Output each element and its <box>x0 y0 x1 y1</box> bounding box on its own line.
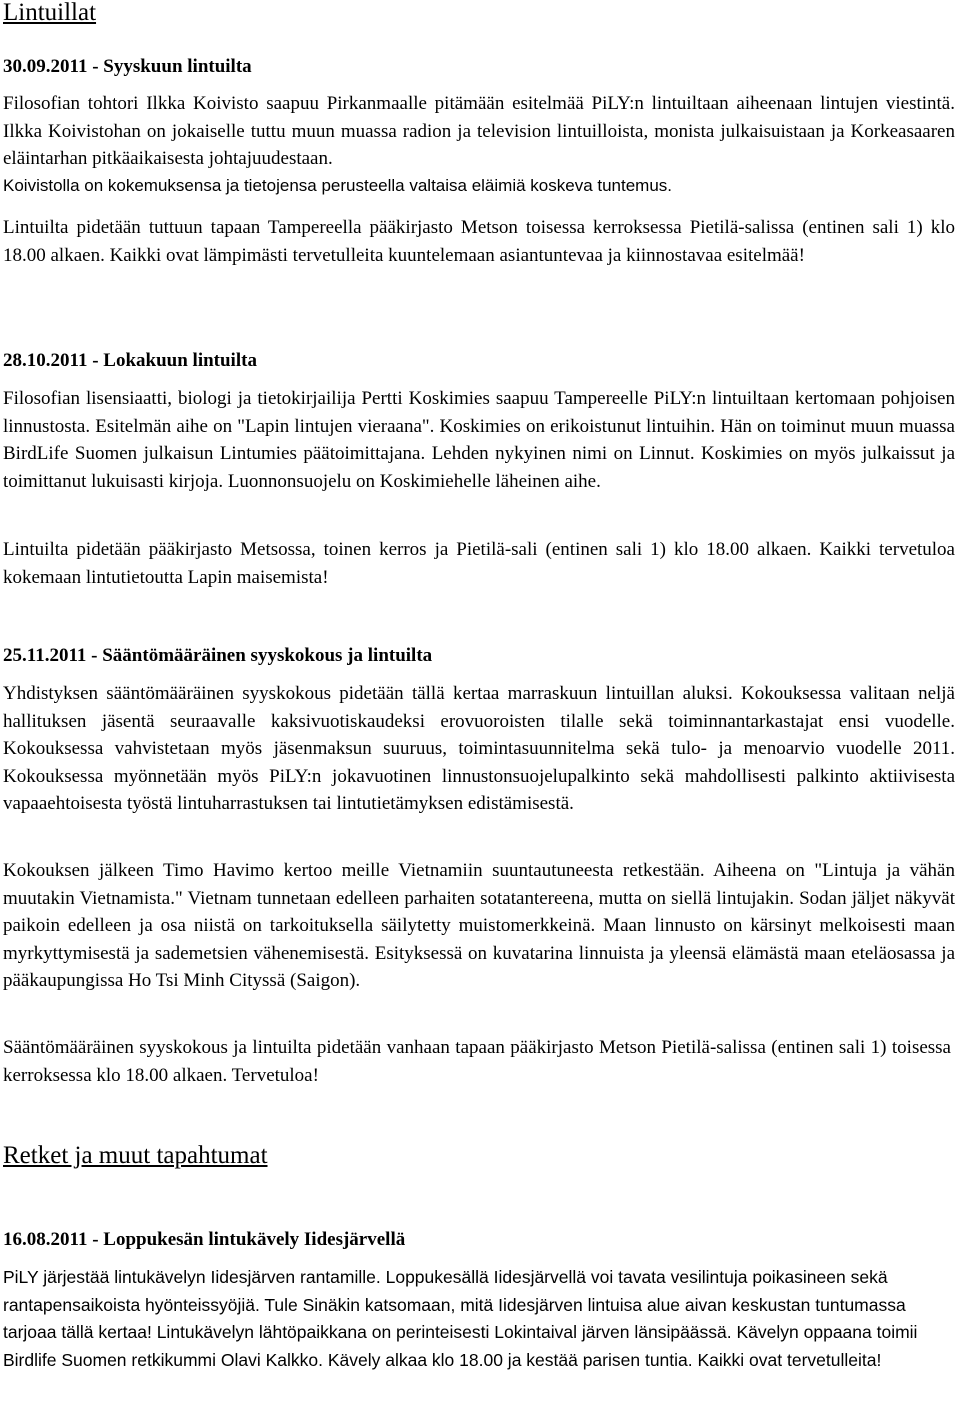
section-heading-retket: Retket ja muut tapahtumat <box>3 1142 268 1169</box>
section-heading-lintuillat: Lintuillat <box>3 0 97 26</box>
event-paragraph: PiLY järjestää lintukävelyn Iidesjärven rantamille. Loppukesällä Iidesjärvellä voi tavata vesilintuja poikasineen sekä rantapensaikoista hyönteissyöjiä. Tule Sinäkin katsomaan, mitä Iidesjärven lintuisa alue aivan keskustan tuntumassa tarjoaa tällä kertaa! Lintukävelyn lähtöpaikkana on perinteisesti Lokintaival järven länsipäässä. Kävelyn oppaana toimii Birdlife Suomen retkikummi Olavi Kalkko. Kävely alkaa klo 18.00 ja kestää parisen tuntia. Kaikki ovat tervetulleita! <box>3 1267 918 1370</box>
event-title-syyskokous: 25.11.2011 - Sääntömääräinen syyskokous ja lintuilta <box>3 645 433 666</box>
event-paragraph: Lintuilta pidetään tuttuun tapaan Tampereella pääkirjasto Metson toisessa kerroksessa Pietilä-salissa (entinen sali 1) klo 18.00 alkaen. Kaikki ovat lämpimästi tervetulleita kuuntelemaan asiantuntevaa ja kiinnostavaa esitelmää! <box>3 217 955 266</box>
event-title-lokakuun-lintuilta: 28.10.2011 - Lokakuun lintuilta <box>3 350 257 371</box>
event-paragraph: Filosofian lisensiaatti, biologi ja tietokirjailija Pertti Koskimies saapuu Tampereelle PiLY:n lintuiltaan kertomaan pohjoisen linnustosta. Esitelmän aihe on "Lapin lintujen vieraana". Koskimies on erikoistunut lintuihin. Hän on toiminut muun muassa BirdLife Suomen julkaisun Lintumies päätoimittajana. Lehden nykyinen nimi on Linnut. Koskimies on myös julkaissut ja toimittanut lukuisasti kirjoja. Luonnonsuojelu on Koskimiehelle läheinen aihe. <box>3 388 955 492</box>
event-paragraph: Kokouksen jälkeen Timo Havimo kertoo meille Vietnamiin suuntautuneesta retkestään. Aiheena on "Lintuja ja vähän muutakin Vietnamista." Vietnam tunnetaan edelleen parhaiten sotatantereena, mutta on siellä lintujakin. Sodan jäljet näkyvät paikoin edelleen ja osa niistä on tarkoituksella säilytetty muistomerkkeinä. Maan linnusto on kärsinyt melkoisesti maan myrkyttymisestä ja sademetsien vähenemisestä. Esityksessä on kuvatarina linnuista ja yleensä elämästä maan eteläosassa ja pääkaupungissa Ho Tsi Minh Cityssä (Saigon). <box>3 860 955 992</box>
event-paragraph: Lintuilta pidetään pääkirjasto Metsossa, toinen kerros ja Pietilä-sali (entinen sali 1) klo 18.00 alkaen. Kaikki tervetuloa kokemaan lintutietoutta Lapin maisemista! <box>3 539 955 588</box>
event-title-syyskuun-lintuilta: 30.09.2011 - Syyskuun lintuilta <box>3 56 252 77</box>
event-paragraph: Filosofian tohtori Ilkka Koivisto saapuu Pirkanmaalle pitämään esitelmää PiLY:n lintuiltaan aiheenaan lintujen viestintä. Ilkka Koivistohan on jokaiselle tuttu muun muassa radion ja television lintuilloista, monista julkaisuistaan ja Korkeasaaren eläintarhan pitkäaikaisesta johtajuudestaan. <box>3 93 955 170</box>
event-paragraph: Yhdistyksen sääntömääräinen syyskokous pidetään tällä kertaa marraskuun lintuillan aluksi. Kokouksessa valitaan neljä hallituksen jäsentä seuraavalle kaksivuotiskaudeksi erovuoroisten tilalle sekä toiminnantarkastajat ensi vuodelle. Kokouksessa vahvistetaan myös jäsenmaksun suuruus, toimintasuunnitelma sekä tulo- ja menoarvio vuodelle 2011. Kokouksessa myönnetään myös PiLY:n jokavuotinen linnustonsuojelupalkinto sekä mahdollisesti palkinto aktiivisesta vapaaehtoisesta työstä lintuharrastuksen tai lintutietämyksen edistämisestä. <box>3 683 955 815</box>
event-title-lintukavely: 16.08.2011 - Loppukesän lintukävely Iidesjärvellä <box>3 1229 406 1250</box>
event-paragraph: Koivistolla on kokemuksensa ja tietojensa perusteella valtaisa eläimiä koskeva tuntemus. <box>3 176 673 195</box>
event-paragraph: Sääntömääräinen syyskokous ja lintuilta pidetään vanhaan tapaan pääkirjasto Metson Pietilä-salissa (entinen sali 1) toisessa kerroksessa klo 18.00 alkaen. Tervetuloa! <box>3 1037 951 1086</box>
